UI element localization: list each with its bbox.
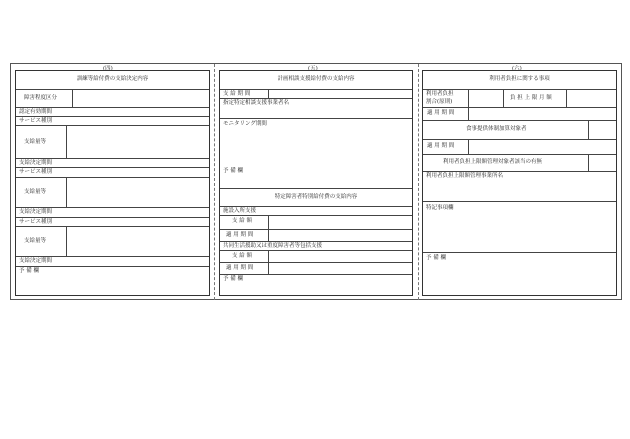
field-label: モニタリング期間 <box>223 121 267 127</box>
field-label: 適 用 期 間 <box>427 110 455 116</box>
field-label: 共同生活援助又は重度障害者等包括支援 <box>223 243 323 249</box>
column-divider <box>214 64 215 300</box>
panel-four-label: (四) <box>103 66 113 72</box>
form-title: 計画相談支援給付費の支給内容 <box>277 76 355 82</box>
field-label: 利用者負担上限額管理対象者該当の有無 <box>443 159 543 165</box>
field-label: 支給量等 <box>24 238 47 244</box>
form-title: 利用者負担に関する事項 <box>489 76 550 82</box>
field-label: 適 用 期 間 <box>427 143 455 149</box>
user-burden-form <box>422 70 617 296</box>
field-label: 支給決定期間 <box>19 160 53 166</box>
field-label: 障害程度区分 <box>24 95 58 101</box>
field-label: 割合(原則) <box>426 99 453 105</box>
field-label: 負 担 上 限 月 額 <box>510 95 552 101</box>
field-label: 予 備 欄 <box>426 255 446 261</box>
field-label: サービス種別 <box>19 169 53 175</box>
field-label: 予 備 欄 <box>19 268 39 274</box>
field-label: 適 用 期 間 <box>226 265 254 271</box>
field-label: 利用者負担 <box>426 91 454 97</box>
field-label: 支 給 期 間 <box>223 91 251 97</box>
field-label: 予 備 欄 <box>223 276 243 282</box>
field-label: 予 備 欄 <box>223 168 243 174</box>
field-label: 支給量等 <box>24 139 47 145</box>
field-label: 特記事項欄 <box>426 205 454 211</box>
field-label: 指定特定相談支援事業者名 <box>223 100 290 106</box>
field-label: 支給量等 <box>24 189 47 195</box>
plan-consultation-form <box>219 70 413 296</box>
field-label: 認定有効期間 <box>19 109 53 115</box>
field-label: 支給決定期間 <box>19 209 53 215</box>
field-label: 支 給 額 <box>232 218 252 224</box>
form-title: 訓練等給付費の支給決定内容 <box>76 76 149 82</box>
field-label: 適 用 期 間 <box>226 232 254 238</box>
panel-five-label: (五) <box>308 66 318 72</box>
panel-six-label: (六) <box>512 66 522 72</box>
field-label: 支 給 額 <box>232 253 252 259</box>
field-label: 施設入所支援 <box>223 208 257 214</box>
field-label: 支給決定期間 <box>19 258 53 264</box>
field-label: 利用者負担上限額管理事業所名 <box>426 173 504 179</box>
field-label: サービス種別 <box>19 219 53 225</box>
benefit-decision-form <box>15 70 210 296</box>
column-divider <box>418 64 419 300</box>
field-label: 食事提供体制加算対象者 <box>466 126 527 132</box>
field-label: サービス種別 <box>19 118 53 124</box>
section-title: 特定障害者特別給付費の支給内容 <box>274 194 358 200</box>
